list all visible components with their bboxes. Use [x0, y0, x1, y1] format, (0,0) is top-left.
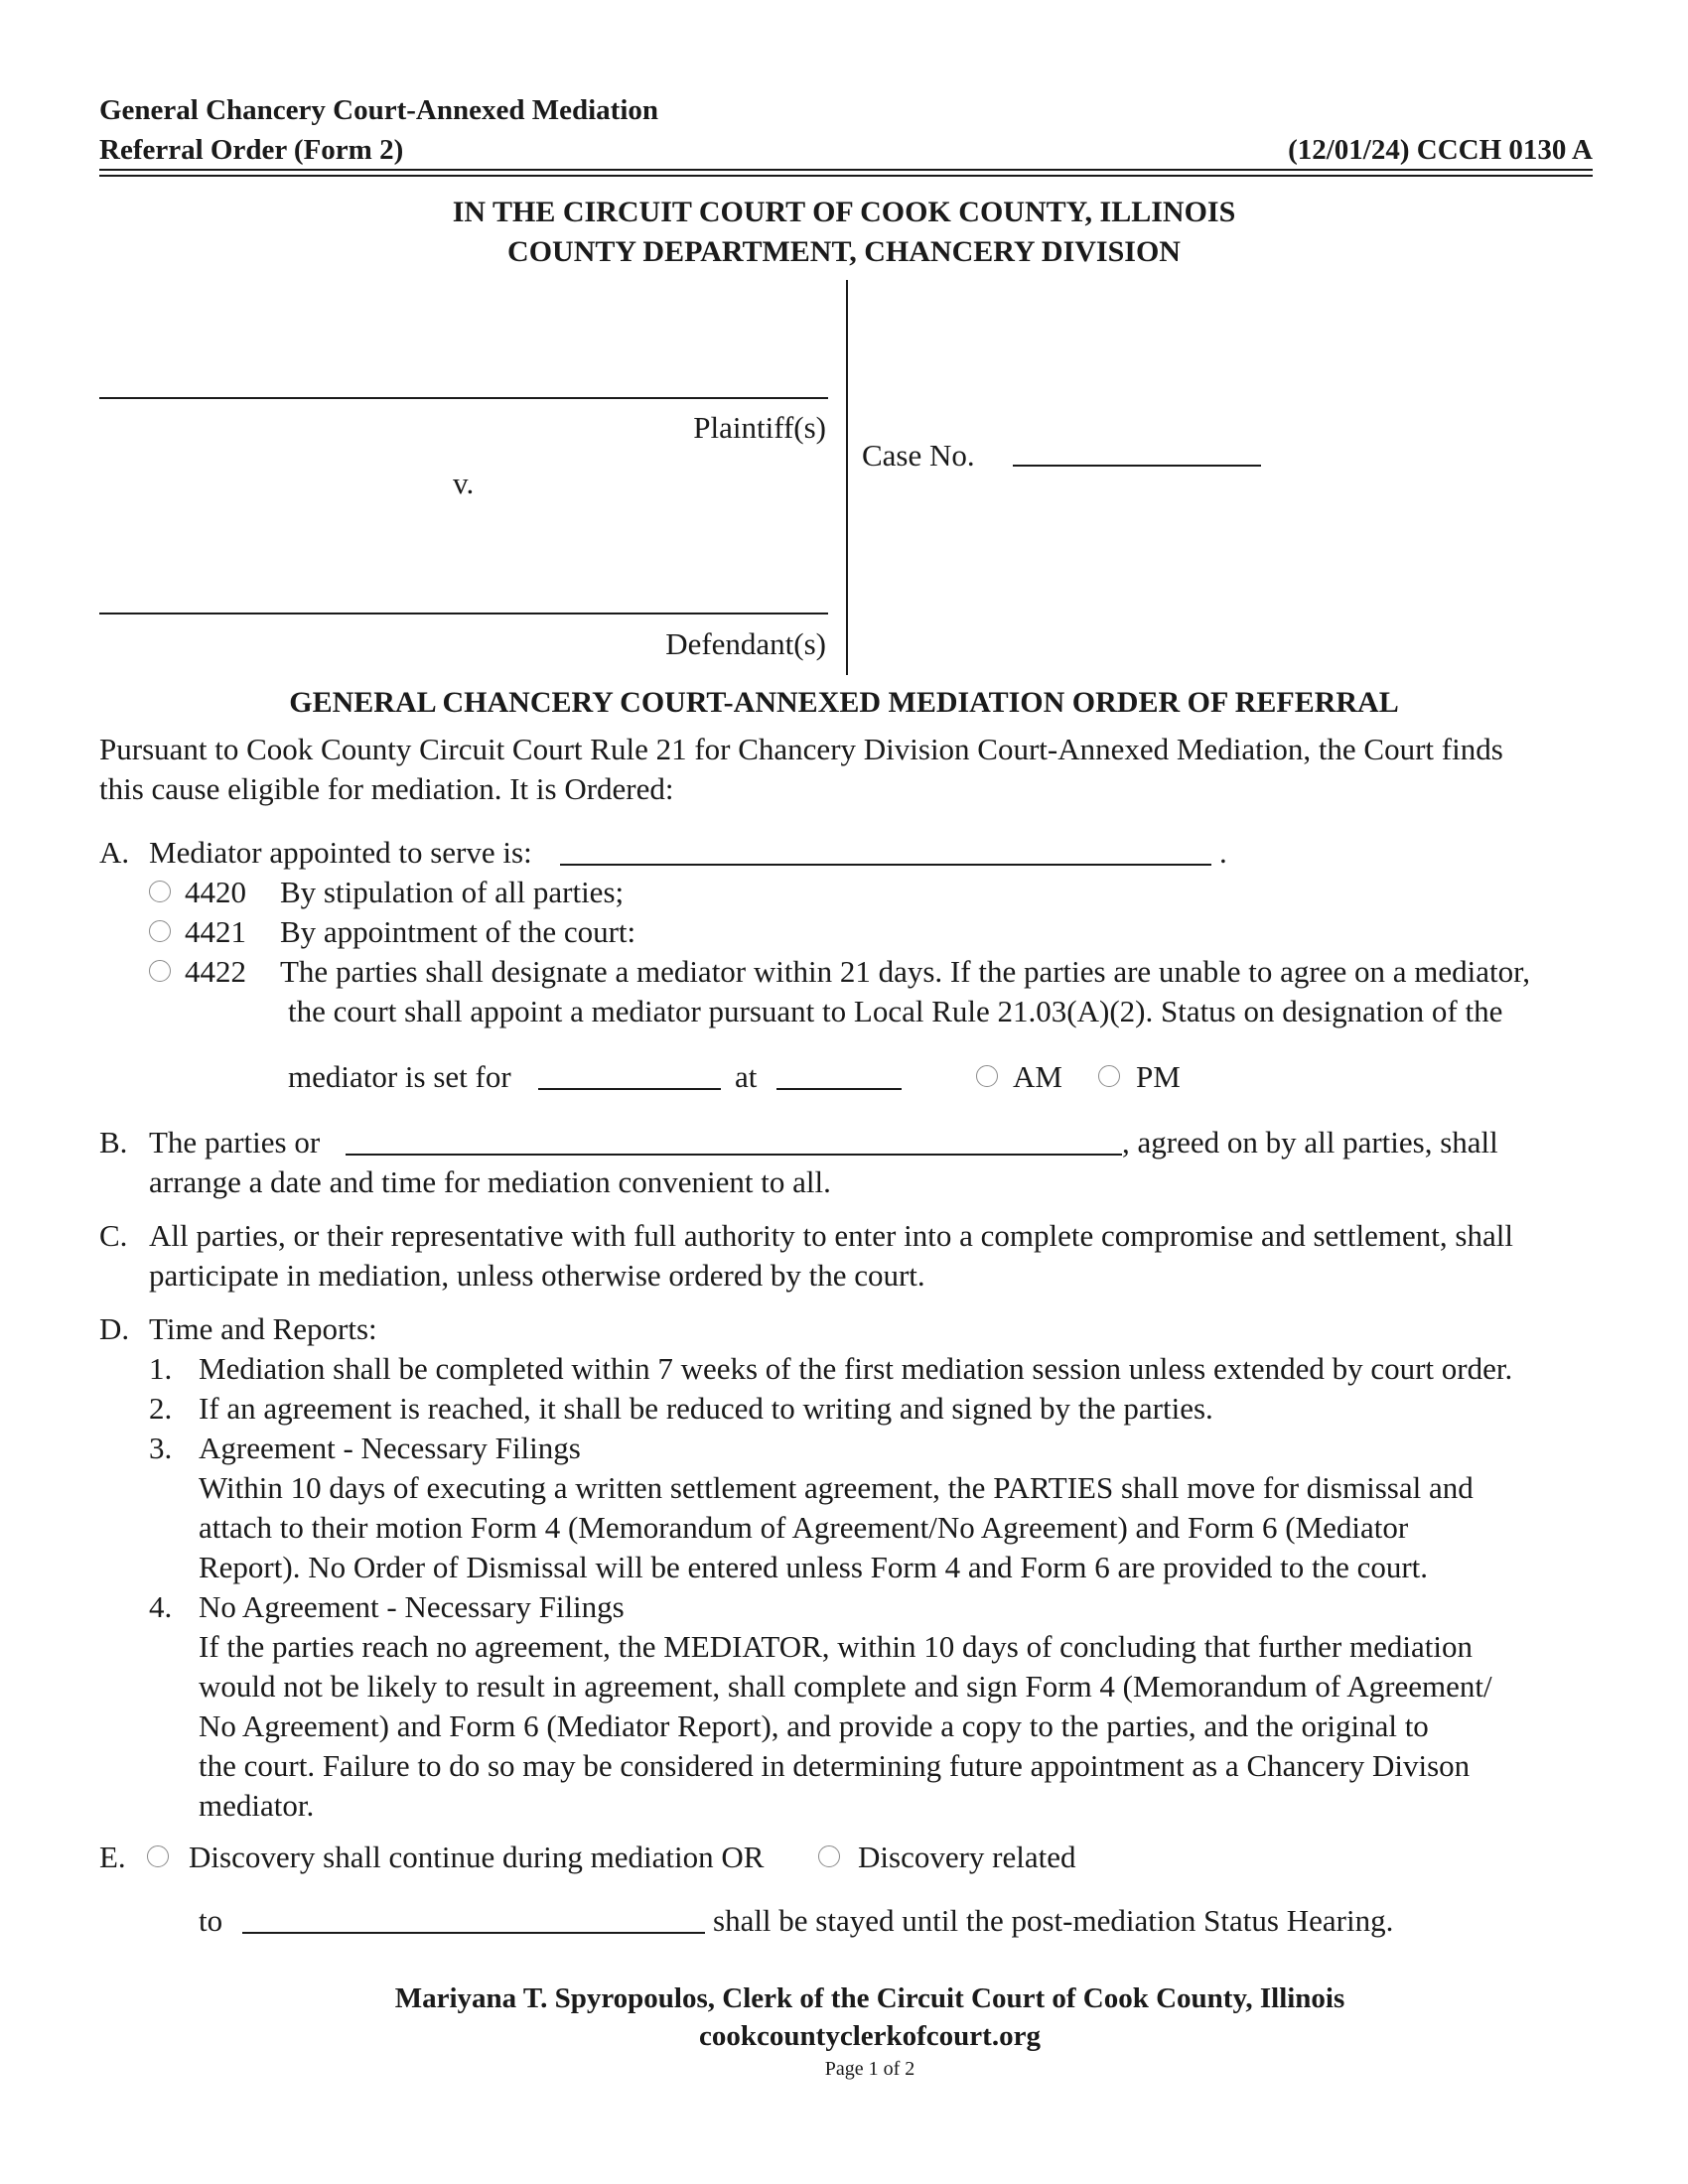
option-4420-text: By stipulation of all parties; [280, 875, 625, 909]
discovery-related-line[interactable] [242, 1932, 705, 1934]
section-d-letter: D. [99, 1311, 130, 1346]
radio-discovery-related[interactable] [818, 1845, 840, 1867]
discovery-related-label: Discovery related [858, 1840, 1076, 1874]
caption-divider [846, 280, 848, 675]
discovery-continue-label: Discovery shall continue during mediation OR [189, 1840, 765, 1874]
section-d-title: Time and Reports: [149, 1311, 377, 1346]
d-item-3-line: Report). No Order of Dismissal will be entered unless Form 4 and Form 6 are provided to the court. [199, 1550, 1429, 1584]
mediator-label: Mediator appointed to serve is: [149, 835, 532, 870]
form-code: (12/01/24) CCCH 0130 A [1288, 134, 1593, 166]
plaintiff-name-line[interactable] [99, 397, 828, 399]
section-b-letter: B. [99, 1125, 128, 1160]
option-4422-line2: the court shall appoint a mediator pursuant to Local Rule 21.03(A)(2). Status on designation of the [288, 994, 1503, 1028]
clerk-website[interactable]: cookcountyclerkofcourt.org [699, 2020, 1041, 2052]
status-at-label: at [735, 1059, 758, 1094]
d-item-4-num: 4. [149, 1589, 173, 1624]
radio-pm[interactable] [1098, 1065, 1120, 1087]
intro-line2: this cause eligible for mediation. It is Ordered: [99, 771, 674, 806]
header-rule-secondary [99, 175, 1593, 177]
section-b-line2: arrange a date and time for mediation convenient to all. [149, 1164, 831, 1199]
court-line1: IN THE CIRCUIT COURT OF COOK COUNTY, ILLINOIS [452, 196, 1236, 228]
option-4420-code: 4420 [185, 875, 246, 909]
d-item-3-heading: Agreement - Necessary Filings [199, 1431, 581, 1465]
d-item-3-line: Within 10 days of executing a written settlement agreement, the PARTIES shall move for dismissal and [199, 1470, 1474, 1505]
radio-4420[interactable] [149, 881, 171, 902]
d-item-4-line: If the parties reach no agreement, the MEDIATOR, within 10 days of concluding that further mediation [199, 1629, 1473, 1664]
page-number: Page 1 of 2 [824, 2058, 915, 2080]
section-c-line2: participate in mediation, unless otherwise ordered by the court. [149, 1258, 925, 1293]
section-c-letter: C. [99, 1218, 128, 1253]
d-item-3-line: attach to their motion Form 4 (Memorandum of Agreement/No Agreement) and Form 6 (Mediator [199, 1510, 1409, 1545]
versus-label: v. [453, 466, 475, 500]
header-rule [99, 169, 1593, 171]
section-b-line1-start: The parties or [149, 1125, 321, 1160]
intro-line1: Pursuant to Cook County Circuit Court Rule 21 for Chancery Division Court-Annexed Mediation, the Court finds [99, 732, 1503, 766]
radio-am[interactable] [976, 1065, 998, 1087]
option-4421-text: By appointment of the court: [280, 914, 636, 949]
status-label: mediator is set for [288, 1059, 511, 1094]
d-item-4-line: No Agreement) and Form 6 (Mediator Report), and provide a copy to the parties, and the original to [199, 1708, 1429, 1743]
section-e-to-label: to [199, 1903, 223, 1938]
d-item-1-num: 1. [149, 1351, 173, 1386]
d-item-2-num: 2. [149, 1391, 173, 1426]
section-e-trailing: shall be stayed until the post-mediation Status Hearing. [713, 1903, 1394, 1938]
pm-label: PM [1136, 1059, 1181, 1094]
clerk-name: Mariyana T. Spyropoulos, Clerk of the Circuit Court of Cook County, Illinois [394, 1982, 1345, 2014]
radio-discovery-continue[interactable] [147, 1845, 169, 1867]
d-item-3-num: 3. [149, 1431, 173, 1465]
mediator-name-line[interactable] [560, 864, 1211, 866]
section-b-line1-end: , agreed on by all parties, shall [1122, 1125, 1498, 1160]
d-item-4-line: the court. Failure to do so may be considered in determining future appointment as a Chancery Divison [199, 1748, 1471, 1783]
d-item-4-line: mediator. [199, 1788, 315, 1823]
defendant-label: Defendant(s) [665, 626, 826, 661]
order-title: GENERAL CHANCERY COURT-ANNEXED MEDIATION ORDER OF REFERRAL [289, 686, 1399, 719]
form-title-line2: Referral Order (Form 2) [99, 134, 404, 166]
status-time-line[interactable] [776, 1088, 902, 1090]
section-b-party-line[interactable] [346, 1154, 1122, 1156]
am-label: AM [1013, 1059, 1062, 1094]
section-e-letter: E. [99, 1840, 126, 1874]
case-no-line[interactable] [1013, 465, 1261, 467]
radio-4421[interactable] [149, 920, 171, 942]
d-item-2-line: If an agreement is reached, it shall be reduced to writing and signed by the parties. [199, 1391, 1213, 1426]
case-no-label: Case No. [862, 438, 975, 473]
form-title-line1: General Chancery Court-Annexed Mediation [99, 94, 659, 126]
option-4421-code: 4421 [185, 914, 246, 949]
plaintiff-label: Plaintiff(s) [693, 410, 826, 445]
defendant-name-line[interactable] [99, 613, 828, 614]
mediator-trailing: . [1219, 835, 1227, 870]
radio-4422[interactable] [149, 960, 171, 982]
section-c-line1: All parties, or their representative with full authority to enter into a complete compromise and settlement, shall [149, 1218, 1513, 1253]
option-4422-code: 4422 [185, 954, 246, 989]
d-item-1-line: Mediation shall be completed within 7 weeks of the first mediation session unless extended by court order. [199, 1351, 1513, 1386]
option-4422-text: The parties shall designate a mediator within 21 days. If the parties are unable to agree on a mediator, [280, 954, 1530, 989]
d-item-4-heading: No Agreement - Necessary Filings [199, 1589, 625, 1624]
section-a-letter: A. [99, 835, 130, 870]
court-line2: COUNTY DEPARTMENT, CHANCERY DIVISION [507, 235, 1181, 268]
status-date-line[interactable] [538, 1088, 721, 1090]
d-item-4-line: would not be likely to result in agreement, shall complete and sign Form 4 (Memorandum of Agreement/ [199, 1669, 1492, 1704]
